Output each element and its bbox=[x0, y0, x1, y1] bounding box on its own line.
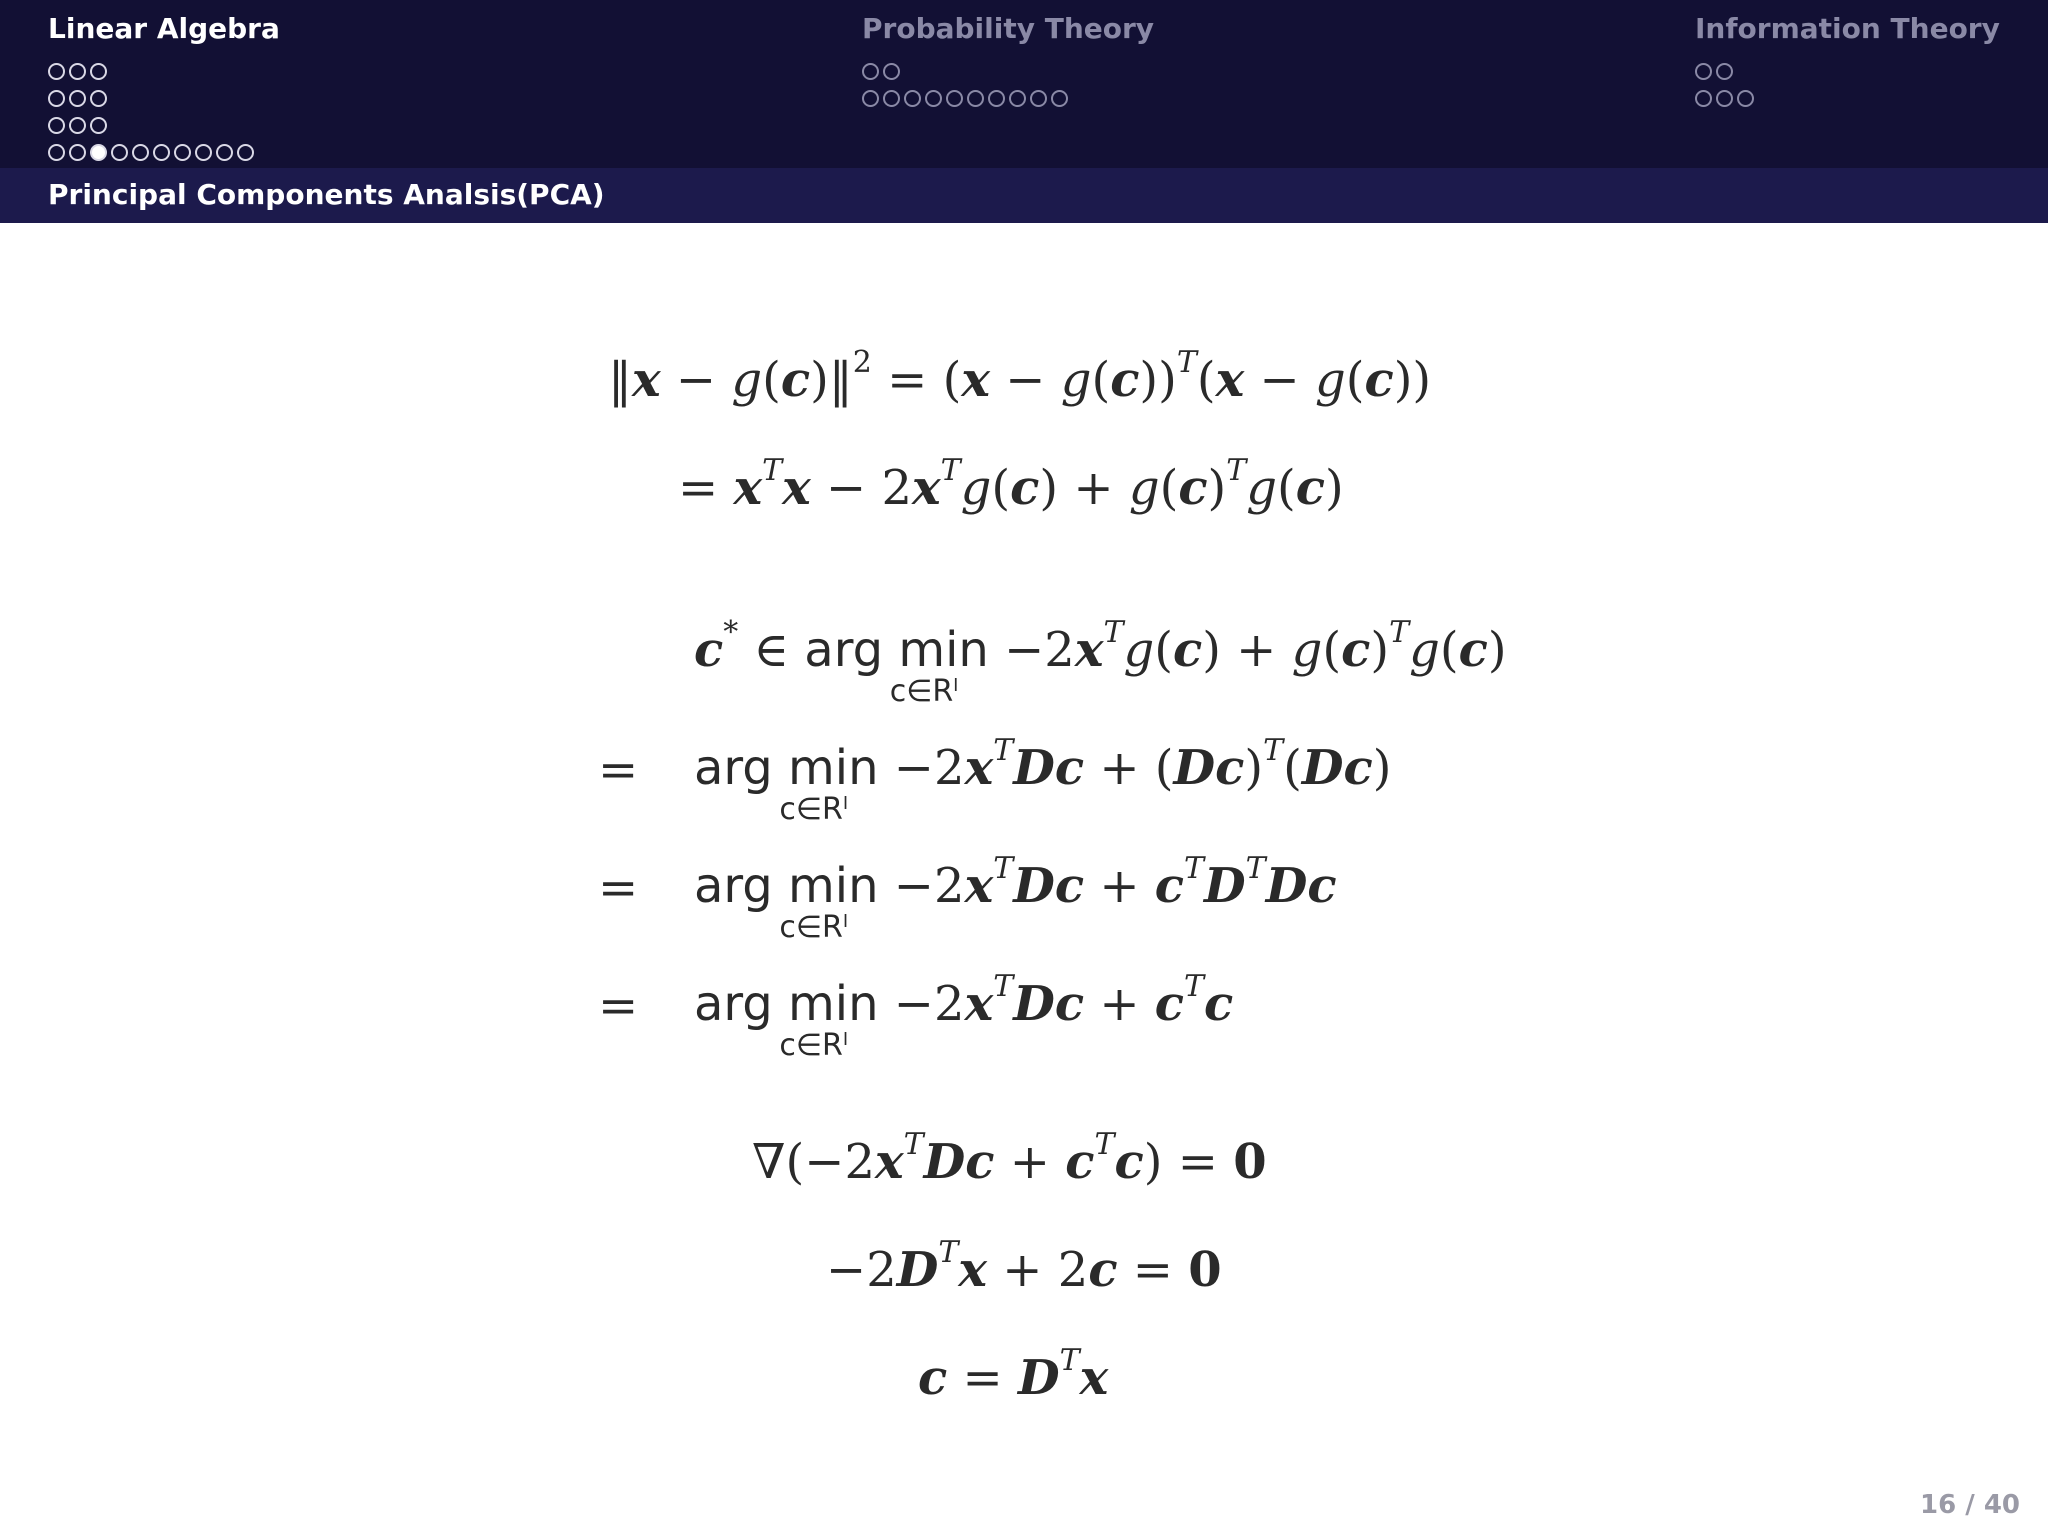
equals-sign: = bbox=[598, 860, 639, 916]
nav-slide-dot[interactable] bbox=[174, 144, 191, 161]
nav-slide-dot[interactable] bbox=[90, 63, 107, 80]
nav-slide-dot[interactable] bbox=[111, 144, 128, 161]
nav-slide-dot[interactable] bbox=[862, 90, 879, 107]
nav-dot-row bbox=[48, 85, 258, 112]
equals-sign: = bbox=[598, 742, 639, 798]
nav-slide-dot[interactable] bbox=[153, 144, 170, 161]
nav-slide-dot[interactable] bbox=[1009, 90, 1026, 107]
equals-sign: = bbox=[598, 978, 639, 1034]
equation-line-6: arg min c∈Rˡ $-2x^TDc + c^Tc$ bbox=[694, 969, 1234, 1063]
nav-slide-dot[interactable] bbox=[90, 90, 107, 107]
nav-slide-dot[interactable] bbox=[1716, 90, 1733, 107]
equation-line-9: $c = D^Tx$ bbox=[918, 1343, 1109, 1406]
nav-slide-dot[interactable] bbox=[1737, 90, 1754, 107]
nav-slide-dot[interactable] bbox=[90, 117, 107, 134]
page-number: 16 / 40 bbox=[1920, 1490, 2020, 1520]
nav-slide-dot[interactable] bbox=[904, 90, 921, 107]
nav-slide-dot[interactable] bbox=[946, 90, 963, 107]
equation-line-2: = $x^Tx - 2x^Tg(c) + g(c)^Tg(c)$ bbox=[678, 453, 1344, 516]
nav-dot-row bbox=[862, 58, 1072, 85]
nav-slide-dot[interactable] bbox=[132, 144, 149, 161]
nav-slide-dot[interactable] bbox=[69, 117, 86, 134]
equation-line-1: ‖x − g(c)‖$^2$ = $(x - g(c))^T(x - g(c))$ bbox=[608, 345, 1432, 408]
nav-dot-row bbox=[1695, 85, 1758, 112]
nav-dot-row bbox=[1695, 58, 1758, 85]
nav-slide-dot[interactable] bbox=[216, 144, 233, 161]
nav-slide-dot[interactable] bbox=[48, 90, 65, 107]
frame-title-bar bbox=[0, 168, 2048, 223]
argmin-operator: arg min c∈Rˡ bbox=[694, 976, 879, 1063]
nav-slide-dot[interactable] bbox=[1695, 63, 1712, 80]
nav-slide-dot[interactable] bbox=[1051, 90, 1068, 107]
nav-slide-dot[interactable] bbox=[883, 63, 900, 80]
frame-title: Principal Components Analsis(PCA) bbox=[48, 178, 605, 211]
nav-dot-row bbox=[862, 85, 1072, 112]
nav-slide-dot[interactable] bbox=[883, 90, 900, 107]
nav-slide-dot[interactable] bbox=[69, 144, 86, 161]
equation-line-3: c* ∈ arg min c∈Rˡ $-2x^Tg(c) + g(c)^Tg(c)$ bbox=[694, 615, 1507, 709]
equation-line-7: $\nabla(-2x^TDc + c^Tc) = 0$ bbox=[752, 1127, 1267, 1190]
nav-slide-dot[interactable] bbox=[237, 144, 254, 161]
equation-line-4: arg min c∈Rˡ $-2x^TDc + (Dc)^T(Dc)$ bbox=[694, 733, 1392, 827]
nav-dot-row bbox=[48, 139, 258, 166]
nav-slide-dot[interactable] bbox=[1030, 90, 1047, 107]
nav-section-title[interactable]: Probability Theory bbox=[862, 12, 1155, 45]
nav-dot-row bbox=[48, 58, 258, 85]
nav-slide-dot[interactable] bbox=[48, 144, 65, 161]
nav-slide-dot[interactable] bbox=[988, 90, 1005, 107]
nav-dots bbox=[48, 58, 258, 166]
nav-dots bbox=[1695, 58, 1758, 112]
nav-dot-row bbox=[48, 112, 258, 139]
nav-slide-dot[interactable] bbox=[967, 90, 984, 107]
nav-slide-dot[interactable] bbox=[69, 63, 86, 80]
nav-slide-dot[interactable] bbox=[1695, 90, 1712, 107]
nav-slide-dot[interactable] bbox=[925, 90, 942, 107]
nav-slide-dot[interactable] bbox=[90, 144, 107, 161]
nav-slide-dot[interactable] bbox=[48, 63, 65, 80]
nav-slide-dot[interactable] bbox=[862, 63, 879, 80]
nav-slide-dot[interactable] bbox=[195, 144, 212, 161]
equation-line-8: $-2D^Tx + 2c = 0$ bbox=[826, 1235, 1222, 1298]
nav-section-title[interactable]: Information Theory bbox=[1695, 12, 2000, 45]
argmin-operator: arg min c∈Rˡ bbox=[694, 858, 879, 945]
nav-section-title[interactable]: Linear Algebra bbox=[48, 12, 280, 45]
equation-line-5: arg min c∈Rˡ $-2x^TDc + c^TD^TDc$ bbox=[694, 851, 1337, 945]
argmin-operator: arg min c∈Rˡ bbox=[694, 740, 879, 827]
argmin-operator: arg min c∈Rˡ bbox=[804, 622, 989, 709]
nav-slide-dot[interactable] bbox=[69, 90, 86, 107]
nav-slide-dot[interactable] bbox=[48, 117, 65, 134]
nav-dots bbox=[862, 58, 1072, 112]
navigation-header bbox=[0, 0, 2048, 168]
nav-slide-dot[interactable] bbox=[1716, 63, 1733, 80]
